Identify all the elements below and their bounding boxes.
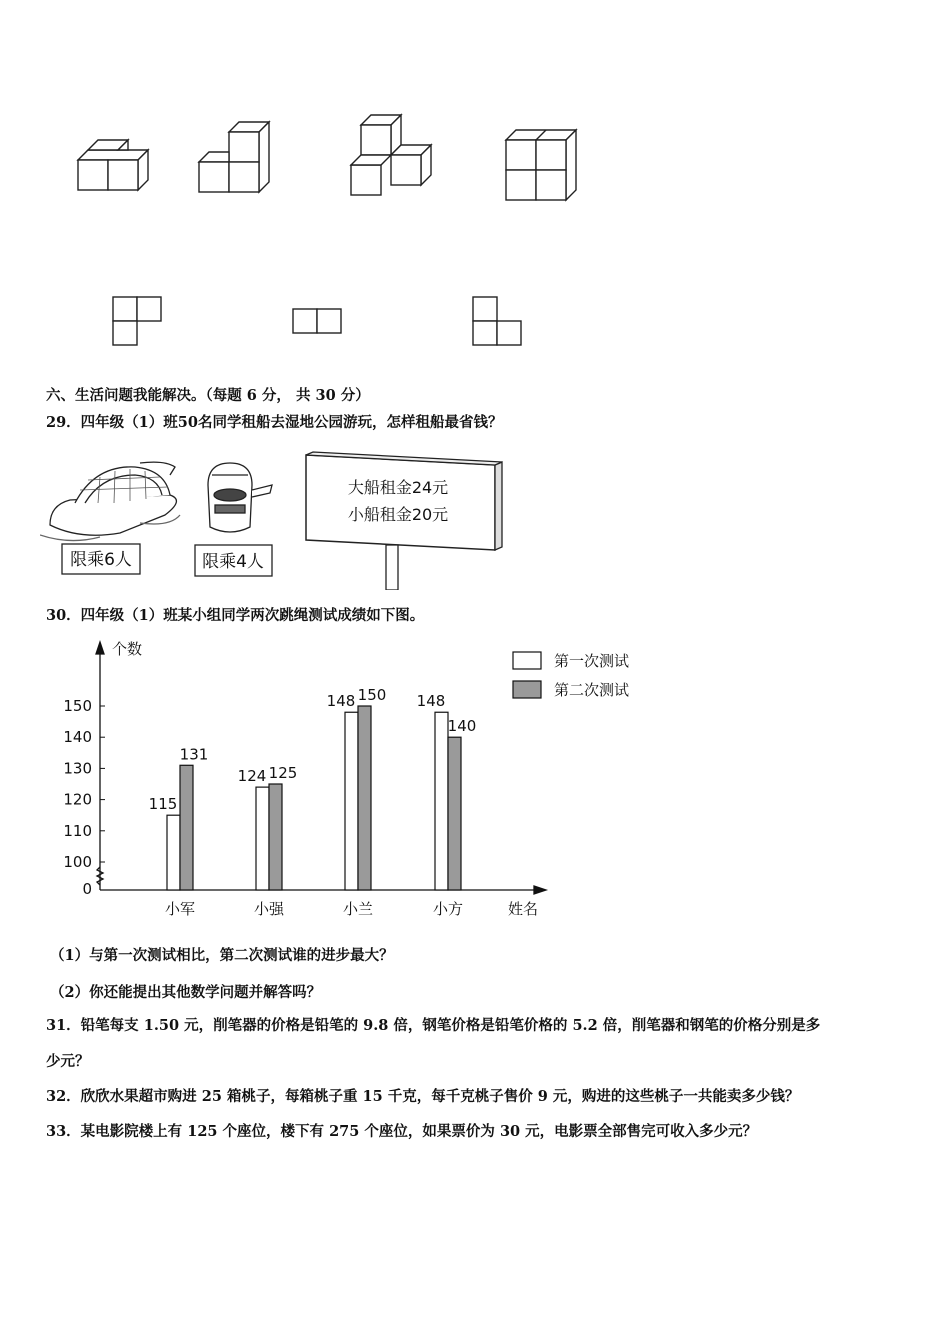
bar-second-0 [180,765,193,890]
x-axis-arrow [534,886,546,894]
section-heading: 六、生活问题我能解决。（每题 6 分， 共 30 分） [46,387,370,404]
x-tick-label: 小强 [253,900,285,918]
bar-second-3 [448,737,461,890]
x-tick-label: 小军 [164,900,196,918]
question-31-line-2: 少元？ [46,1053,90,1070]
data-label: 140 [447,717,477,736]
data-label: 124 [237,767,267,786]
x-tick-label: 小方 [432,900,464,918]
data-label: 148 [416,692,446,711]
y-tick-label: 150 [63,697,92,715]
big-boat-icon [40,462,180,540]
y-tick-label: 140 [63,728,92,747]
bar-second-1 [269,784,282,890]
question-31-line-1: 31．铅笔每支 1.50 元，削笔器的价格是铅笔的 9.8 倍，钢笔价格是铅笔价格的 5.2 倍，削笔器和钢笔的价格分别是多 [46,1017,821,1034]
y-axis-label: 个数 [112,640,143,658]
y-axis-arrow [96,642,104,654]
question-30: 30．四年级（1）班某小组同学两次跳绳测试成绩如下图。 [46,607,425,624]
data-label: 115 [148,795,178,814]
x-axis-label: 姓名 [508,900,539,918]
bar-first-2 [345,712,358,890]
cube-figures [0,100,950,360]
y-tick-label: 0 [82,880,92,898]
bar-first-1 [256,787,269,890]
legend-swatch-second [513,681,541,698]
boat-illustration [40,445,510,590]
bar-second-2 [358,706,371,890]
small-boat-icon [208,463,272,532]
data-label: 150 [357,686,387,704]
y-tick-label: 130 [63,759,92,778]
question-30-sub-2: （2）你还能提出其他数学问题并解答吗？ [50,984,322,1001]
question-29: 29．四年级（1）班50名同学租船去湿地公园游玩，怎样租船最省钱？ [46,414,503,431]
sign-line-2: 小船租金20元 [347,505,449,524]
y-tick-label: 100 [63,853,92,871]
cube-figure-2 [199,122,269,192]
bar-first-3 [435,712,448,890]
data-label: 148 [326,692,356,711]
cube-figure-3 [351,115,431,195]
data-label: 131 [179,745,209,764]
x-tick-label: 小兰 [342,900,374,918]
bar-first-0 [167,815,180,890]
legend-label-first: 第一次测试 [554,652,630,670]
legend-label-second: 第二次测试 [554,681,630,699]
big-boat-label: 限乘6人 [70,550,132,570]
sign-line-1: 大船租金24元 [347,478,449,497]
view-shape-1 [113,297,161,345]
question-30-sub-1: （1）与第一次测试相比，第二次测试谁的进步最大？ [50,947,394,964]
cube-figure-4 [506,130,576,200]
chart-legend [513,652,629,699]
data-label: 125 [268,764,298,782]
jump-rope-bar-chart [40,630,680,930]
view-shape-3 [473,297,521,345]
question-33: 33．某电影院楼上有 125 个座位，楼下有 275 个座位，如果票价为 30 元，电影票全部售完可收入多少元？ [46,1123,758,1140]
price-sign [306,452,502,590]
y-tick-label: 110 [63,821,92,840]
y-tick-label: 120 [63,790,92,809]
view-shape-2 [293,309,341,333]
small-boat-label: 限乘4人 [202,552,264,572]
cube-figure-1 [78,140,148,190]
legend-swatch-first [513,652,541,669]
question-32: 32．欣欣水果超市购进 25 箱桃子，每箱桃子重 15 千克，每千克桃子售价 9 元，购进的这些桃子一共能卖多少钱？ [46,1088,800,1105]
